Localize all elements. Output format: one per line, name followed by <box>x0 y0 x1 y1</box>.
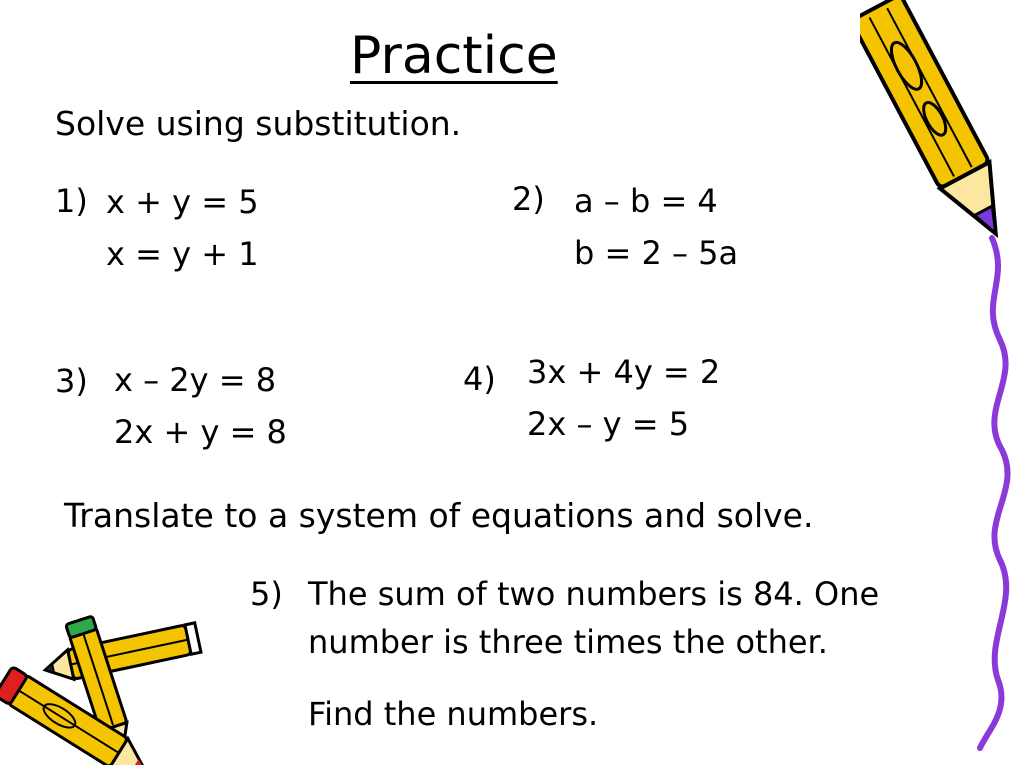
problem-2-number: 2) <box>512 180 545 218</box>
problem-3-equations <box>114 354 287 458</box>
problem-5-line-1: The sum of two numbers is 84. One <box>308 575 880 613</box>
problem-5-line-3: Find the numbers. <box>308 695 599 733</box>
instruction-substitution: Solve using substitution. <box>55 104 462 143</box>
problem-5-text <box>308 570 879 738</box>
problem-2-eq-1: a – b = 4 <box>574 182 718 220</box>
problem-3-eq-1: x – 2y = 8 <box>114 361 277 399</box>
instruction-translate: Translate to a system of equations and solve. <box>64 496 814 535</box>
problem-2-eq-2: b = 2 – 5a <box>574 234 739 272</box>
problem-4-eq-1: 3x + 4y = 2 <box>527 353 721 391</box>
problem-3-eq-2: 2x + y = 8 <box>114 413 287 451</box>
problem-5-number: 5) <box>250 575 283 613</box>
problem-1-number: 1) <box>55 182 88 220</box>
problem-5-line-2: number is three times the other. <box>308 623 828 661</box>
pencil-cluster-icon <box>0 615 210 765</box>
problem-1-eq-1: x + y = 5 <box>106 183 259 221</box>
problem-1-equations <box>106 176 259 280</box>
problem-4-eq-2: 2x – y = 5 <box>527 405 690 443</box>
problem-4-number: 4) <box>463 360 496 398</box>
problem-2-equations <box>574 175 738 279</box>
problem-1-eq-2: x = y + 1 <box>106 235 259 273</box>
problem-3-number: 3) <box>55 362 88 400</box>
pencil-icon <box>860 0 1024 768</box>
page-title: Practice <box>350 26 558 86</box>
problem-4-equations <box>527 346 720 450</box>
